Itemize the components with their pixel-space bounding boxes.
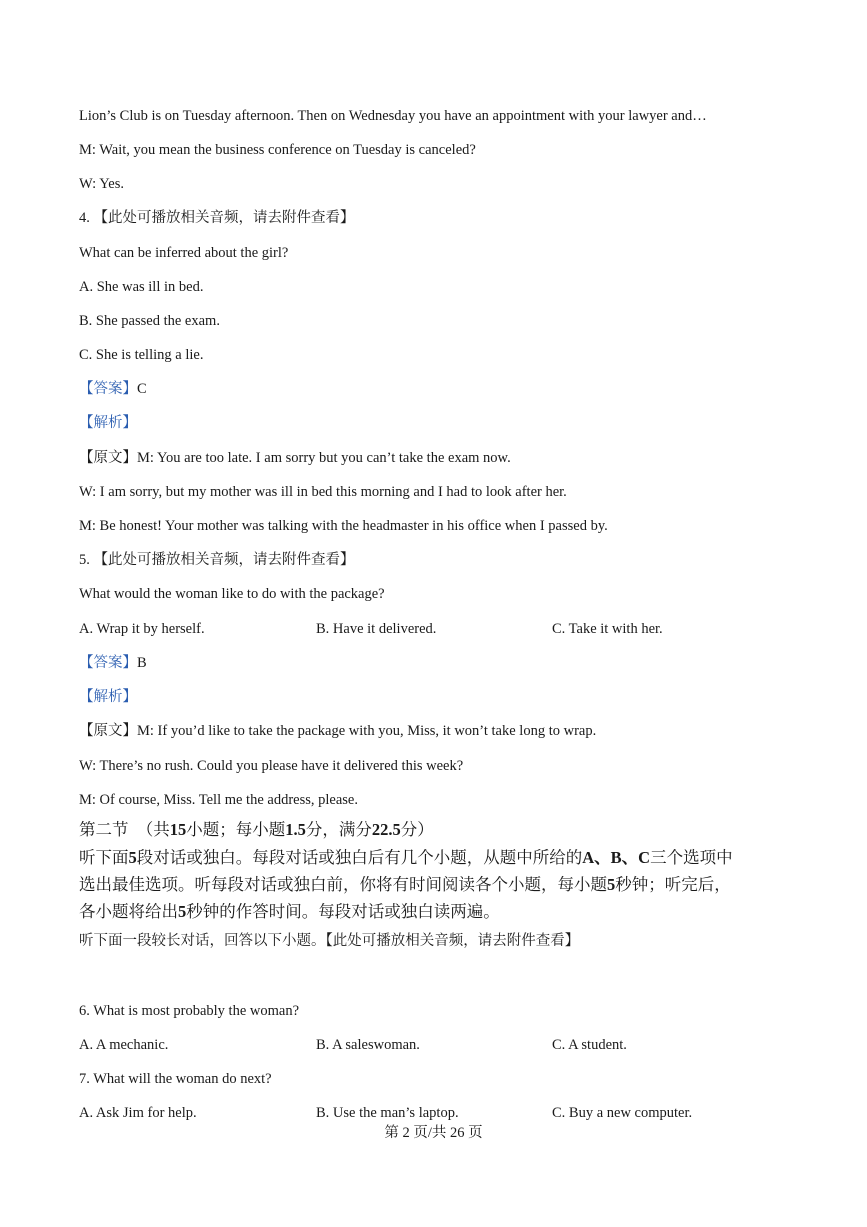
transcript-line: M: Be honest! Your mother was talking with the headmaster in his office when I passed by. [79, 518, 608, 534]
option-c: C. A student. [552, 1037, 627, 1053]
option-a: A. Wrap it by herself. [79, 621, 205, 637]
option-b: B. She passed the exam. [79, 313, 220, 329]
option-c: C. Buy a new computer. [552, 1105, 693, 1121]
question-5-stem: What would the woman like to do with the package? [79, 586, 385, 602]
answer-line [79, 654, 147, 672]
answer-value: B [137, 655, 147, 671]
dialogue-line: Lion’s Club is on Tuesday afternoon. Then on Wednesday you have an appointment with your lawyer and… [79, 108, 707, 124]
option-b: B. Have it delivered. [316, 621, 437, 637]
section-2-note: 听下面一段较长对话，回答以下小题。【此处可播放相关音频，请去附件查看】 [79, 933, 580, 949]
transcript-text: M: You are too late. I am sorry but you can’t take the exam now. [137, 450, 511, 466]
question-4-stem: What can be inferred about the girl? [79, 245, 289, 261]
transcript-line: W: I am sorry, but my mother was ill in bed this morning and I had to look after her. [79, 484, 567, 500]
question-4-heading: 4. 【此处可播放相关音频，请去附件查看】 [79, 210, 355, 226]
section-2-instructions: 听下面5段对话或独白。每段对话或独白后有几个小题，从题中所给的A、B、C三个选项中 [79, 848, 733, 867]
option-b: B. A saleswoman. [316, 1037, 420, 1053]
option-a: A. Ask Jim for help. [79, 1105, 197, 1121]
answer-value: C [137, 381, 147, 397]
section-2-title: 第二节 （共15小题；每小题1.5分，满分22.5分） [79, 820, 434, 839]
section-2-instructions: 选出最佳选项。听每段对话或独白前，你将有时间阅读各个小题，每小题5秒钟；听完后， [79, 875, 731, 894]
answer-tag: 【答案】 [79, 381, 137, 397]
dialogue-line: W: Yes. [79, 176, 124, 192]
analysis-tag: 【解析】 [79, 415, 137, 431]
option-c: C. She is telling a lie. [79, 347, 204, 363]
options-row [79, 620, 779, 638]
option-a: A. A mechanic. [79, 1037, 169, 1053]
answer-line [79, 380, 147, 398]
transcript-line [79, 449, 511, 467]
options-row [79, 1104, 779, 1122]
question-7-stem: 7. What will the woman do next? [79, 1071, 272, 1087]
analysis-tag: 【解析】 [79, 689, 137, 705]
dialogue-line: M: Wait, you mean the business conference on Tuesday is canceled? [79, 142, 476, 158]
options-row [79, 1036, 779, 1054]
option-c: C. Take it with her. [552, 621, 663, 637]
question-6-stem: 6. What is most probably the woman? [79, 1003, 300, 1019]
question-5-heading: 5. 【此处可播放相关音频，请去附件查看】 [79, 552, 355, 568]
transcript-line [79, 722, 596, 740]
transcript-text: M: If you’d like to take the package with you, Miss, it won’t take long to wrap. [137, 723, 597, 739]
option-b: B. Use the man’s laptop. [316, 1105, 459, 1121]
section-2-instructions: 各小题将给出5秒钟的作答时间。每段对话或独白读两遍。 [79, 902, 500, 921]
answer-tag: 【答案】 [79, 655, 137, 671]
transcript-tag: 【原文】 [79, 723, 137, 739]
transcript-tag: 【原文】 [79, 450, 137, 466]
transcript-line: W: There’s no rush. Could you please have it delivered this week? [79, 758, 464, 774]
option-a: A. She was ill in bed. [79, 279, 204, 295]
page-footer: 第 2 页/共 26 页 [384, 1125, 483, 1141]
transcript-line: M: Of course, Miss. Tell me the address, please. [79, 792, 358, 808]
